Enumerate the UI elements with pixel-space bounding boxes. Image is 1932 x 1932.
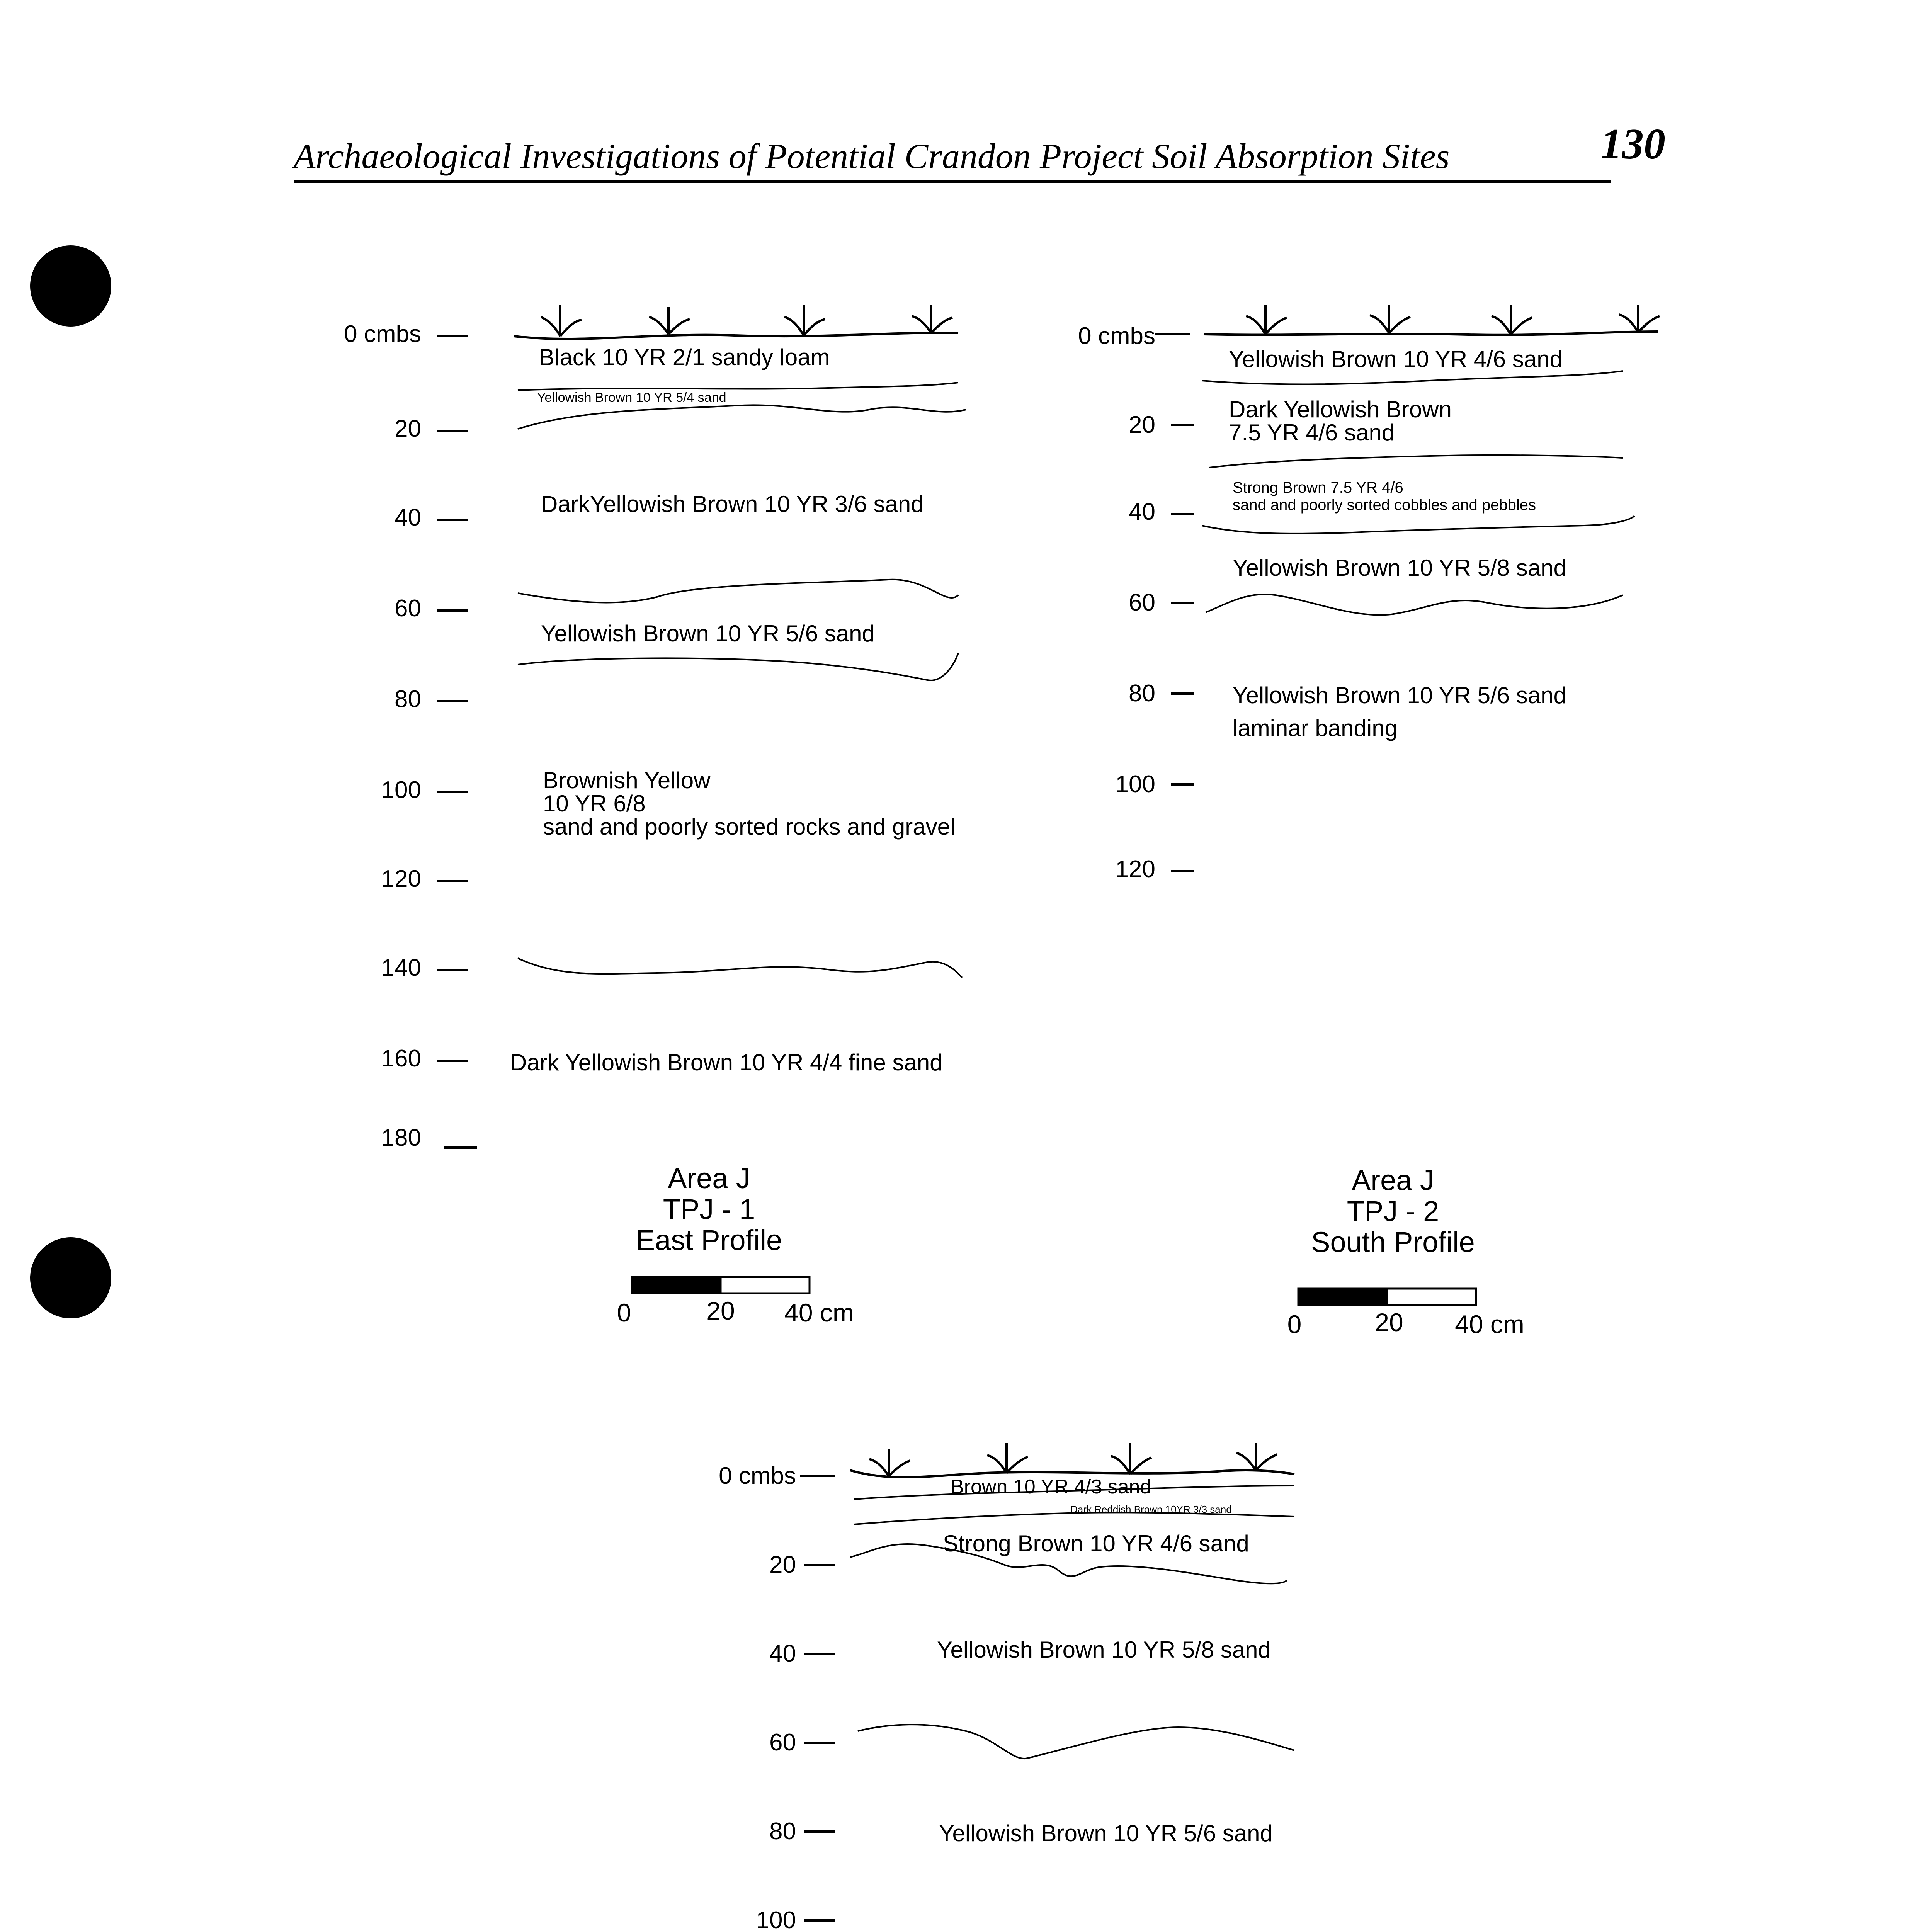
profile-caption: Area J xyxy=(1352,1164,1434,1196)
layer-label: Yellowish Brown 10 YR 5/8 sand xyxy=(937,1637,1271,1663)
depth-label: 80 xyxy=(395,686,421,713)
depth-label: 40 xyxy=(395,504,421,531)
layer-boundary xyxy=(518,958,962,978)
depth-label: 20 xyxy=(1129,412,1155,438)
depth-label: 0 cmbs xyxy=(719,1463,796,1489)
layer-boundary xyxy=(858,1725,1294,1759)
profile-tpj-2 xyxy=(1078,305,1660,1338)
grass-icon xyxy=(541,305,952,336)
layer-label: Yellowish Brown 10 YR 5/8 sand xyxy=(1233,555,1566,581)
layer-boundary xyxy=(1202,371,1623,384)
layer-label: Yellowish Brown 10 YR 4/6 sand xyxy=(1229,346,1563,372)
depth-label: 40 xyxy=(1129,498,1155,525)
depth-label: 120 xyxy=(381,866,421,892)
running-header-title: Archaeological Investigations of Potential Crandon Project Soil Absorption Sites xyxy=(294,136,1450,176)
profile-caption: TPJ - 1 xyxy=(663,1193,755,1225)
depth-label: 60 xyxy=(769,1729,796,1756)
depth-label: 160 xyxy=(381,1045,421,1072)
layer-label: DarkYellowish Brown 10 YR 3/6 sand xyxy=(541,491,924,517)
page-number: 130 xyxy=(1600,120,1665,168)
grass-icon xyxy=(1246,305,1660,335)
depth-label: 60 xyxy=(395,595,421,622)
binder-hole-top xyxy=(30,245,111,327)
profile-tpj-1 xyxy=(344,305,966,1327)
depth-ticks xyxy=(1155,334,1194,871)
layer-label: sand and poorly sorted rocks and gravel xyxy=(543,814,956,840)
depth-label: 100 xyxy=(1115,771,1155,798)
depth-label: 20 xyxy=(769,1551,796,1578)
depth-label: 180 xyxy=(381,1124,421,1151)
scale-bar xyxy=(1298,1289,1476,1305)
scale-label: 40 cm xyxy=(1455,1310,1524,1338)
depth-label: 0 cmbs xyxy=(344,321,421,347)
depth-label: 80 xyxy=(1129,680,1155,707)
ground-surface xyxy=(514,333,958,339)
scale-bar xyxy=(632,1277,810,1293)
binder-hole-middle xyxy=(30,1237,111,1318)
layer-boundary xyxy=(518,653,958,680)
ground-surface xyxy=(1204,332,1658,335)
profile-caption: Area J xyxy=(668,1162,750,1194)
depth-label: 0 cmbs xyxy=(1078,323,1155,349)
depth-ticks xyxy=(800,1476,835,1920)
layer-label: Black 10 YR 2/1 sandy loam xyxy=(539,344,830,370)
layer-label: Yellowish Brown 10 YR 5/4 sand xyxy=(537,390,726,405)
layer-boundary xyxy=(518,580,958,603)
depth-label: 140 xyxy=(381,954,421,981)
layer-label: sand and poorly sorted cobbles and pebbles xyxy=(1233,497,1536,514)
layer-label: Strong Brown 7.5 YR 4/6 xyxy=(1233,479,1403,496)
layer-label: Dark Yellowish Brown 10 YR 4/4 fine sand xyxy=(510,1049,943,1075)
profile-tpj-3 xyxy=(719,1443,1294,1932)
depth-label: 20 xyxy=(395,415,421,442)
layer-boundary xyxy=(1209,455,1623,468)
profile-caption: East Profile xyxy=(636,1224,782,1256)
scale-label: 20 xyxy=(706,1296,735,1325)
layer-label: Yellowish Brown 10 YR 5/6 sand xyxy=(541,621,875,646)
layer-label: 10 YR 6/8 xyxy=(543,791,646,816)
depth-ticks xyxy=(437,336,477,1148)
layer-boundary xyxy=(518,383,958,390)
depth-label: 80 xyxy=(769,1818,796,1845)
scale-label: 20 xyxy=(1375,1308,1403,1337)
layer-label: laminar banding xyxy=(1233,715,1398,741)
layer-boundary xyxy=(1206,594,1623,615)
layer-label: Dark Reddish Brown 10YR 3/3 sand xyxy=(1070,1503,1232,1515)
scale-label: 0 xyxy=(617,1298,631,1327)
depth-label: 40 xyxy=(769,1640,796,1667)
profile-caption: South Profile xyxy=(1311,1226,1475,1258)
layer-label: Brownish Yellow xyxy=(543,767,711,793)
depth-label: 100 xyxy=(756,1907,796,1932)
scale-label: 0 xyxy=(1287,1310,1302,1338)
layer-label: Yellowish Brown 10 YR 5/6 sand xyxy=(1233,682,1566,708)
layer-label: Brown 10 YR 4/3 sand xyxy=(951,1476,1151,1498)
layer-label: Strong Brown 10 YR 4/6 sand xyxy=(943,1531,1249,1556)
layer-label: Dark Yellowish Brown xyxy=(1229,396,1452,422)
depth-label: 100 xyxy=(381,777,421,803)
layer-boundary xyxy=(1202,516,1634,534)
layer-label: 7.5 YR 4/6 sand xyxy=(1229,420,1395,446)
layer-label: Yellowish Brown 10 YR 5/6 sand xyxy=(939,1820,1273,1846)
depth-label: 60 xyxy=(1129,589,1155,616)
layer-boundary xyxy=(518,405,966,429)
profile-caption: TPJ - 2 xyxy=(1347,1195,1439,1227)
scale-label: 40 cm xyxy=(784,1298,854,1327)
depth-label: 120 xyxy=(1115,856,1155,883)
